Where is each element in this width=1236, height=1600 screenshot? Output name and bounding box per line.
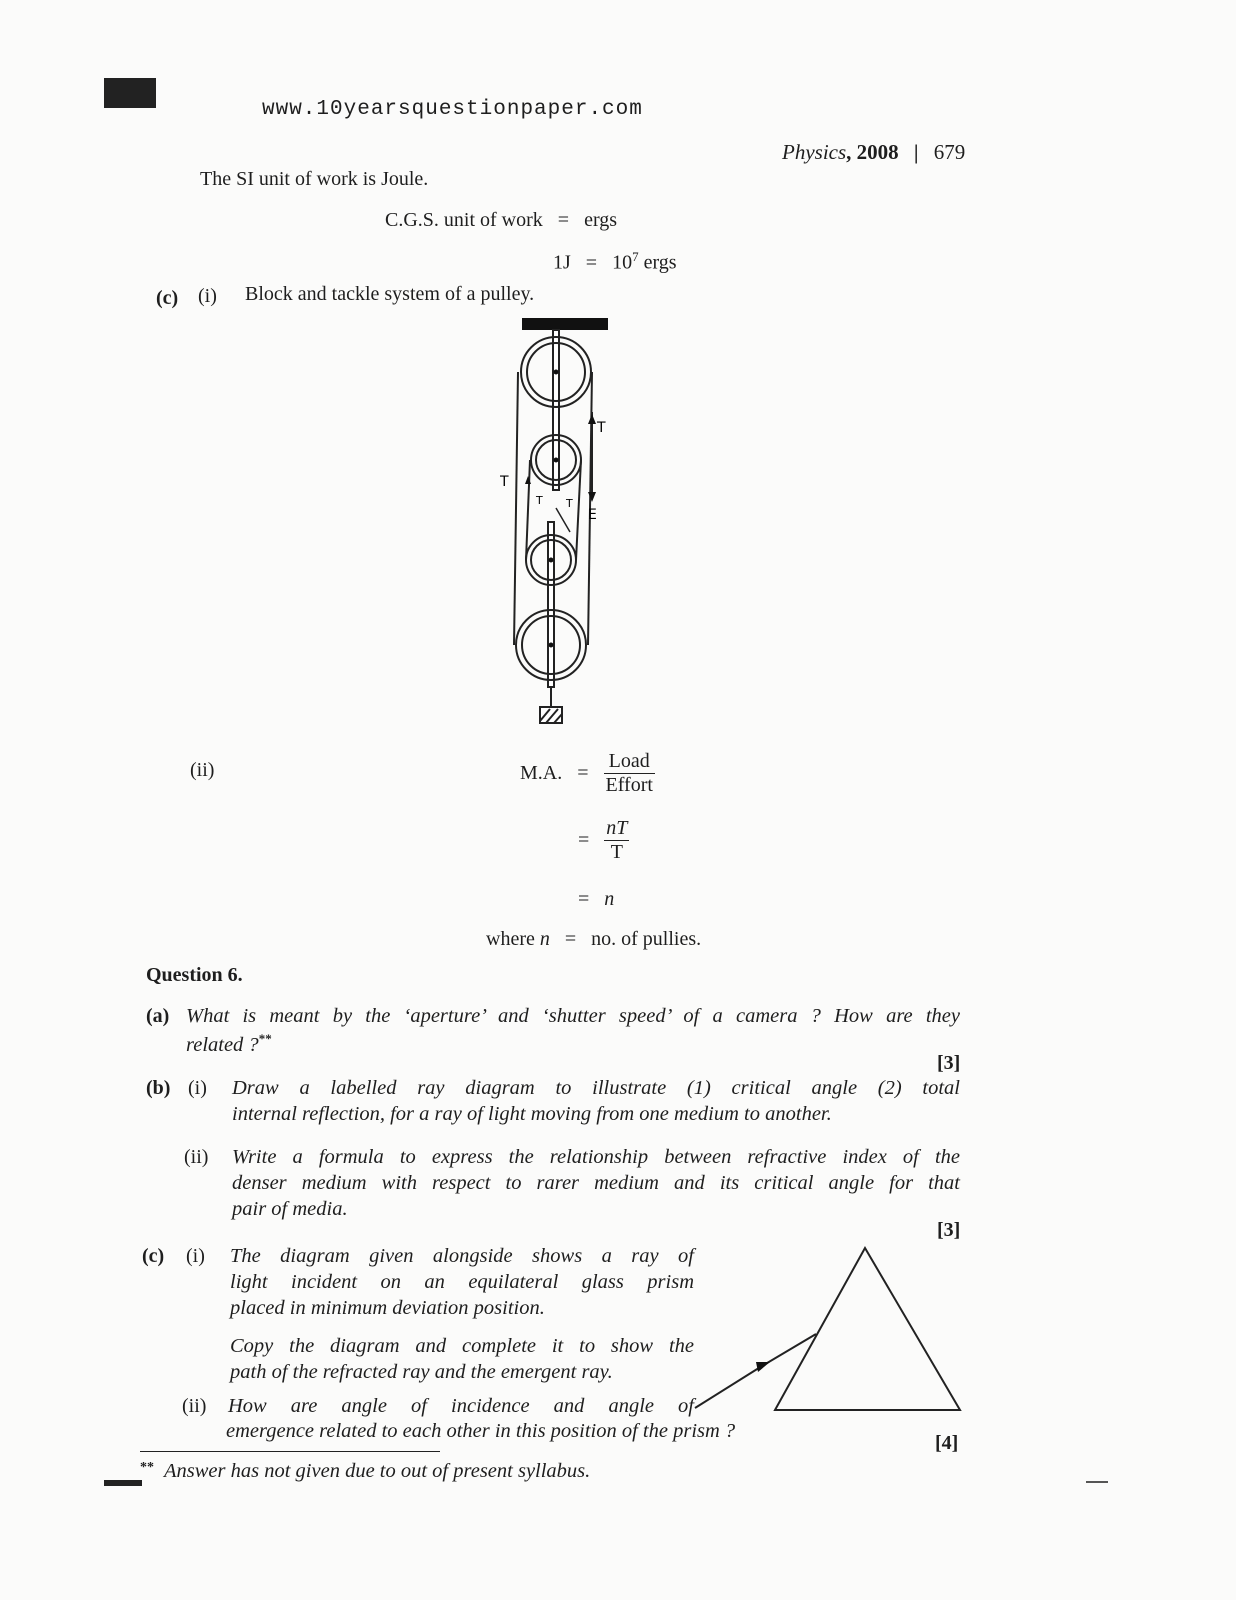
q6a-line-2-text: related ? xyxy=(186,1033,259,1056)
q6c-i-line-5: path of the refracted ray and the emergent ray. xyxy=(230,1361,613,1383)
conversion-base: 10 xyxy=(612,251,633,274)
nt-fraction xyxy=(604,817,629,864)
lower-block-strap xyxy=(548,522,554,687)
string-left-outer xyxy=(514,372,518,645)
q6a-line-2 xyxy=(186,1031,272,1057)
page-header xyxy=(782,140,965,165)
q6b-ii-text xyxy=(232,1144,960,1222)
conversion-line xyxy=(553,249,677,275)
q6b-i-line-2: internal reflection, for a ray of light moving from one medium to another. xyxy=(232,1103,832,1125)
cgs-label: C.G.S. unit of work xyxy=(385,209,543,231)
conversion-exponent: 7 xyxy=(632,249,639,264)
q6b-ii-line-2: denser medium with respect to rarer medium and its critical angle for that xyxy=(232,1172,960,1194)
footnote xyxy=(140,1460,590,1483)
upper-block-strap xyxy=(553,330,559,490)
where-label: where xyxy=(486,928,535,950)
website-url: www.10yearsquestionpaper.com xyxy=(262,98,643,121)
equals-sign: = xyxy=(557,209,570,231)
q6b-i-label: (i) xyxy=(188,1077,207,1099)
q6a-marks: [3] xyxy=(937,1052,961,1074)
equals-sign: = xyxy=(578,888,590,910)
q6c-i-text-2 xyxy=(230,1333,694,1385)
q6c-ii-line-2: emergence related to each other in this position of the prism ? xyxy=(226,1420,736,1442)
ma-numerator: Load xyxy=(604,750,655,774)
q6c-ii-line-1: How are angle of incidence and angle of xyxy=(228,1395,694,1417)
q6c-i-text xyxy=(230,1243,694,1321)
q6a-label: (a) xyxy=(146,1005,170,1027)
part-c-i-text: Block and tackle system of a pulley. xyxy=(245,283,535,305)
q6c-i-line-3: placed in minimum deviation position. xyxy=(230,1297,545,1319)
footnote-mark: ** xyxy=(140,1460,154,1475)
si-unit-text: The SI unit of work is Joule. xyxy=(200,168,429,190)
part-c-i-label: (i) xyxy=(198,285,217,307)
q6b-ii-line-1: Write a formula to express the relationship between refractive index of the xyxy=(232,1146,960,1168)
q6c-ii-label: (ii) xyxy=(182,1395,207,1417)
n-result: n xyxy=(604,888,615,910)
ma-fraction xyxy=(604,750,655,797)
axle-4 xyxy=(549,643,554,648)
q6a-footnote-mark: ** xyxy=(258,1031,272,1046)
footnote-text: Answer has not given due to out of present syllabus. xyxy=(164,1460,591,1482)
label-t-right: T xyxy=(597,420,606,436)
conversion-unit: ergs xyxy=(638,251,677,274)
page-number: 679 xyxy=(933,140,966,164)
q6a-text xyxy=(186,1003,960,1029)
n-result-line xyxy=(578,888,614,911)
load-block xyxy=(540,707,562,723)
equals-sign: = xyxy=(577,762,589,784)
nt-numerator: nT xyxy=(606,817,628,839)
string-left-inner xyxy=(526,460,530,560)
q6b-i-line-1: Draw a labelled ray diagram to illustrate (1) critical angle (2) total xyxy=(232,1077,960,1099)
q6b-label: (b) xyxy=(146,1077,171,1099)
scan-mark-bottom-left xyxy=(104,1480,142,1486)
equilateral-prism xyxy=(775,1248,960,1410)
equals-sign: = xyxy=(585,251,598,274)
prism-diagram xyxy=(690,1238,970,1418)
ma-equation xyxy=(520,750,655,797)
inner-string-link xyxy=(556,508,570,532)
q6b-i-text xyxy=(232,1075,960,1127)
tension-arrow-up-right xyxy=(588,414,596,424)
scan-mark-top-left xyxy=(104,78,156,108)
q6c-i-label: (i) xyxy=(186,1245,205,1267)
nt-equation xyxy=(578,817,629,864)
label-t-left: T xyxy=(500,474,509,490)
part-c-ii-label: (ii) xyxy=(190,759,215,781)
axle-2 xyxy=(554,458,559,463)
footnote-rule xyxy=(140,1451,440,1452)
q6c-ii-text xyxy=(228,1393,694,1419)
q6b-ii-line-3: pair of media. xyxy=(232,1198,348,1220)
incident-ray-arrowhead xyxy=(756,1362,770,1372)
nt-denominator: T xyxy=(610,841,623,863)
q6c-i-line-4: Copy the diagram and complete it to show the xyxy=(230,1335,694,1357)
ceiling-support xyxy=(522,318,608,330)
axle-1 xyxy=(554,370,559,375)
label-t-mid-right: T xyxy=(566,497,573,510)
where-line xyxy=(486,928,701,951)
cgs-line xyxy=(385,209,617,232)
q6a-line-1: What is meant by the ‘aperture’ and ‘shutter speed’ of a camera ? How are they xyxy=(186,1005,960,1027)
q6b-marks: [3] xyxy=(937,1219,961,1241)
pulley-diagram xyxy=(500,312,630,742)
subject-name: Physics xyxy=(782,140,847,164)
question-6-title: Question 6. xyxy=(146,964,243,986)
equals-sign: = xyxy=(578,829,590,851)
year: , 2008 xyxy=(846,140,899,164)
incident-ray xyxy=(695,1366,762,1408)
where-definition: no. of pullies. xyxy=(591,928,702,950)
q6c-label: (c) xyxy=(142,1245,165,1267)
cgs-value: ergs xyxy=(584,209,618,231)
where-variable: n xyxy=(539,928,550,950)
scan-mark-bottom-right xyxy=(1086,1481,1108,1483)
ma-denominator: Effort xyxy=(605,774,653,796)
q6b-ii-label: (ii) xyxy=(184,1146,209,1168)
q6c-marks: [4] xyxy=(935,1432,959,1454)
ma-label: M.A. xyxy=(520,762,563,784)
q6c-i-line-1: The diagram given alongside shows a ray of xyxy=(230,1245,694,1267)
axle-3 xyxy=(549,558,554,563)
equals-sign: = xyxy=(564,928,577,950)
header-separator: | xyxy=(913,140,919,164)
part-c-label: (c) xyxy=(156,287,179,309)
label-t-mid-left: T xyxy=(536,494,543,507)
label-effort: E xyxy=(588,507,597,523)
conversion-label: 1J xyxy=(553,251,571,274)
q6c-i-line-2: light incident on an equilateral glass prism xyxy=(230,1271,694,1293)
